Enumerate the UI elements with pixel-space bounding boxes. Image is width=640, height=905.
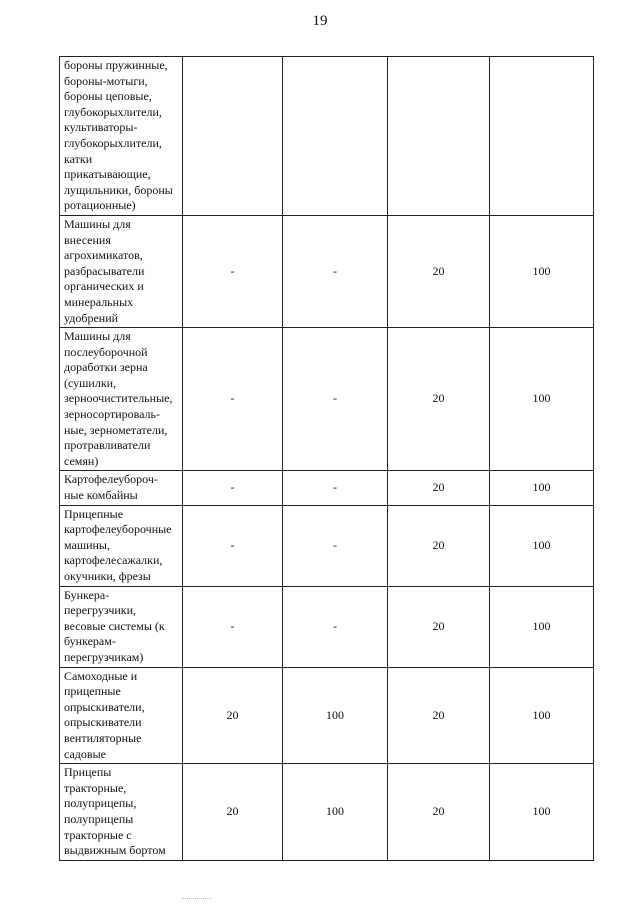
equipment-name-cell [60, 471, 183, 505]
equipment-name-line: зерноочистительные, [64, 391, 173, 406]
value-cell-c2: 100 [283, 667, 388, 764]
equipment-name-line: минеральных [64, 294, 134, 309]
equipment-name-line: прикатывающие, [64, 167, 151, 182]
table-row [60, 215, 594, 327]
table-row [60, 667, 594, 764]
equipment-name-cell [60, 586, 183, 667]
equipment-name-line: перегрузчикам) [64, 649, 144, 664]
equipment-name-line: перегрузчики, [64, 603, 137, 618]
equipment-name-cell [60, 328, 183, 471]
equipment-name-cell [60, 215, 183, 327]
equipment-name-line: Машины для [64, 216, 131, 231]
value-cell-c2: - [283, 505, 388, 586]
equipment-name-line: картофелеуборочные [64, 522, 172, 537]
value-cell-c4: 100 [490, 471, 594, 505]
table-row [60, 764, 594, 861]
equipment-name-line: семян) [64, 453, 99, 468]
value-cell-c4: 100 [490, 667, 594, 764]
value-cell-c3: 20 [388, 586, 490, 667]
equipment-name-line: Самоходные и [64, 668, 138, 683]
equipment-name-line: бункерам- [64, 634, 116, 649]
value-cell-c1: - [183, 328, 283, 471]
equipment-name-line: агрохимикатов, [64, 248, 143, 263]
value-cell-c1: - [183, 471, 283, 505]
value-cell-c2: - [283, 471, 388, 505]
equipment-name-line: органических и [64, 279, 144, 294]
equipment-name-cell [60, 764, 183, 861]
equipment-name-line: бороны пружинные, [64, 58, 168, 72]
value-cell-c1: - [183, 505, 283, 586]
equipment-name-cell [60, 667, 183, 764]
value-cell-c4 [490, 57, 594, 216]
value-cell-c3: 20 [388, 764, 490, 861]
equipment-name-line: картофелесажалки, [64, 553, 163, 568]
equipment-name-line: послеуборочной [64, 344, 148, 359]
value-cell-c1 [183, 57, 283, 216]
equipment-name-line: удобрений [64, 310, 119, 325]
equipment-table [59, 56, 594, 861]
value-cell-c1: - [183, 586, 283, 667]
equipment-name-line: опрыскиватели, [64, 699, 145, 714]
value-cell-c1: - [183, 215, 283, 327]
equipment-name-line: культиваторы- [64, 120, 138, 135]
equipment-name-line: катки [64, 151, 93, 166]
equipment-name-line: ные, зернометатели, [64, 422, 168, 437]
table-body [60, 57, 594, 861]
value-cell-c3: 20 [388, 667, 490, 764]
equipment-name-line: Прицепные [64, 506, 124, 521]
value-cell-c4: 100 [490, 586, 594, 667]
value-cell-c2: - [283, 215, 388, 327]
equipment-name-line: опрыскиватели [64, 715, 142, 730]
value-cell-c2: - [283, 586, 388, 667]
value-cell-c4: 100 [490, 764, 594, 861]
value-cell-c2: - [283, 328, 388, 471]
table-row [60, 471, 594, 505]
table-row [60, 586, 594, 667]
footer-mark [182, 898, 212, 900]
value-cell-c3: 20 [388, 215, 490, 327]
value-cell-c2: 100 [283, 764, 388, 861]
equipment-name-line: (сушилки, [64, 375, 117, 390]
equipment-name-line: машины, [64, 537, 110, 552]
value-cell-c4: 100 [490, 328, 594, 471]
equipment-name-line: полуприцепы [64, 811, 134, 826]
value-cell-c3: 20 [388, 471, 490, 505]
value-cell-c4: 100 [490, 505, 594, 586]
equipment-name-line: окучники, фрезы [64, 569, 151, 583]
equipment-name-line: Прицепы [64, 765, 112, 780]
equipment-name-line: тракторные с [64, 827, 132, 842]
equipment-name-line: прицепные [64, 684, 121, 699]
equipment-name-line: зерносортироваль- [64, 407, 161, 422]
equipment-name-cell [60, 505, 183, 586]
equipment-name-line: протравливатели [64, 438, 151, 453]
value-cell-c4: 100 [490, 215, 594, 327]
equipment-name-line: полуприцепы, [64, 796, 137, 811]
equipment-name-line: глубокорыхлители, [64, 135, 162, 150]
equipment-name-line: доработки зерна [64, 360, 148, 375]
value-cell-c3 [388, 57, 490, 216]
equipment-name-line: внесения [64, 232, 111, 247]
equipment-name-line: ротационные) [64, 198, 136, 213]
equipment-name-line: весовые системы (к [64, 618, 165, 633]
equipment-name-line: вентиляторные [64, 730, 142, 745]
equipment-name-line: Машины для [64, 329, 131, 344]
equipment-name-line: лущильники, бороны [64, 182, 173, 197]
equipment-name-line: садовые [64, 746, 106, 761]
equipment-name-line: бороны-мотыги, [64, 73, 148, 88]
equipment-name-line: выдвижным бортом [64, 843, 166, 858]
equipment-name-line: Картофелеубороч- [64, 472, 158, 487]
value-cell-c1: 20 [183, 764, 283, 861]
equipment-name-line: Бункера- [64, 587, 110, 602]
equipment-name-line: бороны цеповые, [64, 89, 152, 104]
equipment-name-cell [60, 57, 183, 216]
value-cell-c1: 20 [183, 667, 283, 764]
table-row [60, 328, 594, 471]
equipment-name-line: тракторные, [64, 780, 127, 795]
page-number: 19 [312, 13, 328, 29]
equipment-name-line: разбрасыватели [64, 263, 145, 278]
table-row [60, 57, 594, 216]
equipment-name-line: ные комбайны [64, 488, 138, 503]
value-cell-c3: 20 [388, 328, 490, 471]
value-cell-c3: 20 [388, 505, 490, 586]
table-row [60, 505, 594, 586]
value-cell-c2 [283, 57, 388, 216]
equipment-name-line: глубокорыхлители, [64, 104, 162, 119]
